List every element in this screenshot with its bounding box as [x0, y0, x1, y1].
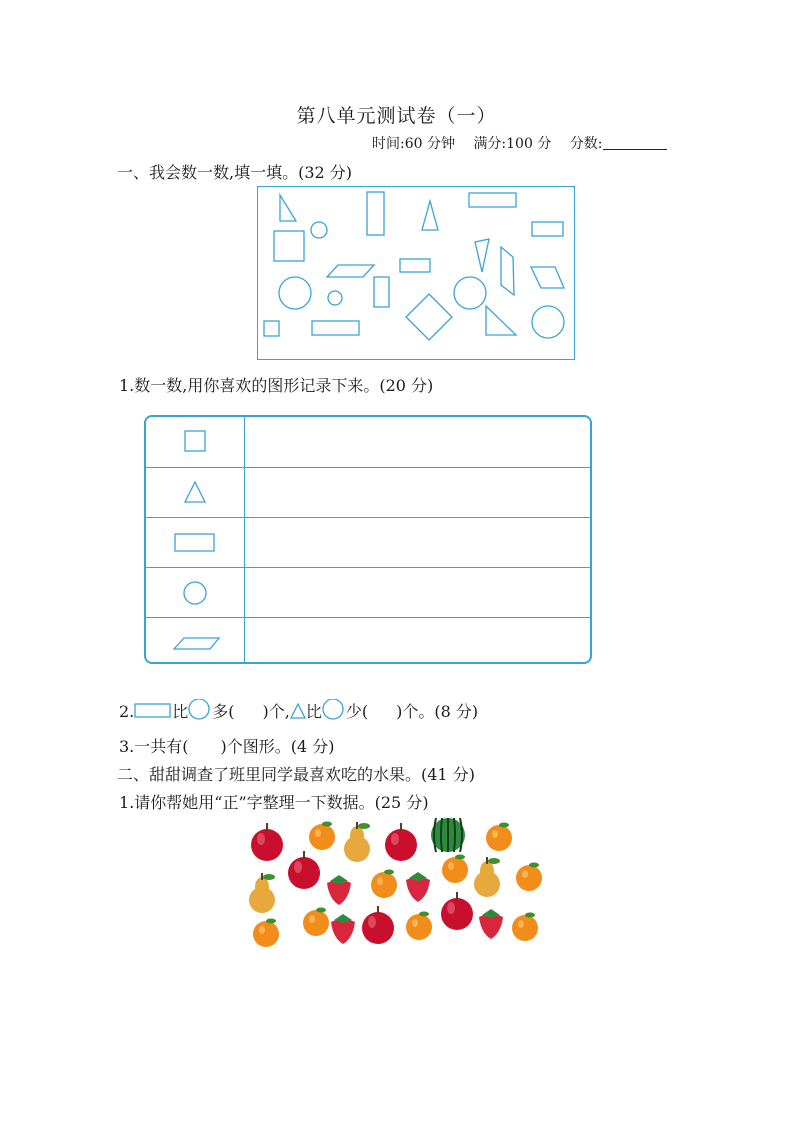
full-score-label: 满分:100 分: [473, 136, 552, 152]
tally-cell-rectangle[interactable]: [246, 518, 590, 568]
orange-icon: [303, 908, 329, 937]
parallelogram-shape: [531, 267, 564, 288]
table-row: [146, 417, 590, 467]
apple-icon: [288, 851, 320, 889]
apple-icon: [441, 892, 473, 930]
parallelogram-icon: [146, 618, 244, 664]
orange-icon: [486, 823, 512, 852]
watermelon-icon: [431, 818, 465, 852]
question-1-3: 3.一共有( )个图形。(4 分): [119, 737, 335, 756]
triangle-shape: [422, 201, 438, 230]
orange-icon: [516, 863, 542, 892]
question-2-1: 1.请你帮她用“正”字整理一下数据。(25 分): [119, 793, 429, 812]
square-shape: [274, 231, 304, 261]
table-row: [146, 467, 590, 518]
score-blank[interactable]: [603, 136, 667, 150]
tally-cell-triangle[interactable]: [246, 468, 590, 518]
section1-heading: 一、我会数一数,填一填。(32 分): [117, 163, 353, 182]
tally-cell-circle[interactable]: [246, 568, 590, 618]
orange-icon: [406, 912, 432, 941]
apple-icon: [385, 823, 417, 861]
triangle-shape: [475, 239, 489, 272]
section2-heading: 二、甜甜调查了班里同学最喜欢吃的水果。(41 分): [117, 765, 475, 784]
strawberry-icon: [406, 872, 430, 902]
rectangle-shape: [469, 193, 516, 207]
circle-shape: [311, 222, 327, 238]
rectangle-icon: [134, 703, 172, 719]
parallelogram-shape: [327, 265, 374, 277]
square-shape: [406, 294, 452, 340]
triangle-shape: [280, 195, 296, 221]
tally-table: [144, 415, 592, 664]
strawberry-icon: [331, 914, 355, 944]
score-label: 分数:: [569, 136, 603, 152]
circle-icon: [322, 699, 346, 721]
pear-icon: [344, 822, 370, 862]
orange-icon: [309, 822, 335, 851]
tally-cell-parallelogram[interactable]: [246, 618, 590, 664]
triangle-icon: [290, 703, 306, 719]
question-1-1: 1.数一数,用你喜欢的图形记录下来。(20 分): [119, 376, 434, 395]
orange-icon: [442, 855, 468, 884]
circle-shape: [532, 306, 564, 338]
circle-icon: [146, 568, 244, 618]
circle-shape: [454, 277, 486, 309]
exam-meta: [372, 133, 667, 153]
fruits-figure: [240, 815, 560, 959]
question-1-2: 2. 比 多( )个, 比 少( )个。(8 分): [119, 699, 478, 722]
apple-icon: [251, 823, 283, 861]
rectangle-shape: [532, 222, 563, 236]
rectangle-shape: [400, 259, 430, 272]
shapes-svg: [258, 187, 574, 359]
table-row: [146, 517, 590, 568]
orange-icon: [253, 919, 279, 948]
question-number: 2.: [119, 702, 135, 721]
apple-icon: [362, 906, 394, 944]
strawberry-icon: [479, 909, 503, 939]
table-row: [146, 617, 590, 664]
pear-icon: [249, 873, 275, 913]
parallelogram-shape: [501, 247, 514, 295]
triangle-icon: [146, 468, 244, 518]
rectangle-shape: [367, 192, 384, 235]
square-icon: [146, 417, 244, 467]
rectangle-icon: [146, 518, 244, 568]
triangle-shape: [486, 306, 516, 335]
rectangle-shape: [312, 321, 359, 335]
circle-shape: [328, 291, 342, 305]
orange-icon: [512, 913, 538, 942]
time-label: 时间:60 分钟: [372, 136, 455, 152]
shapes-figure: [257, 186, 575, 360]
circle-icon: [188, 699, 212, 721]
rectangle-shape: [374, 277, 389, 307]
fruits-svg: [240, 815, 560, 955]
table-row: [146, 567, 590, 618]
square-shape: [264, 321, 279, 336]
page-title: 第八单元测试卷（一）: [296, 105, 497, 127]
strawberry-icon: [327, 875, 351, 905]
orange-icon: [371, 870, 397, 899]
pear-icon: [474, 857, 500, 897]
tally-cell-square[interactable]: [246, 417, 590, 467]
circle-shape: [279, 277, 311, 309]
